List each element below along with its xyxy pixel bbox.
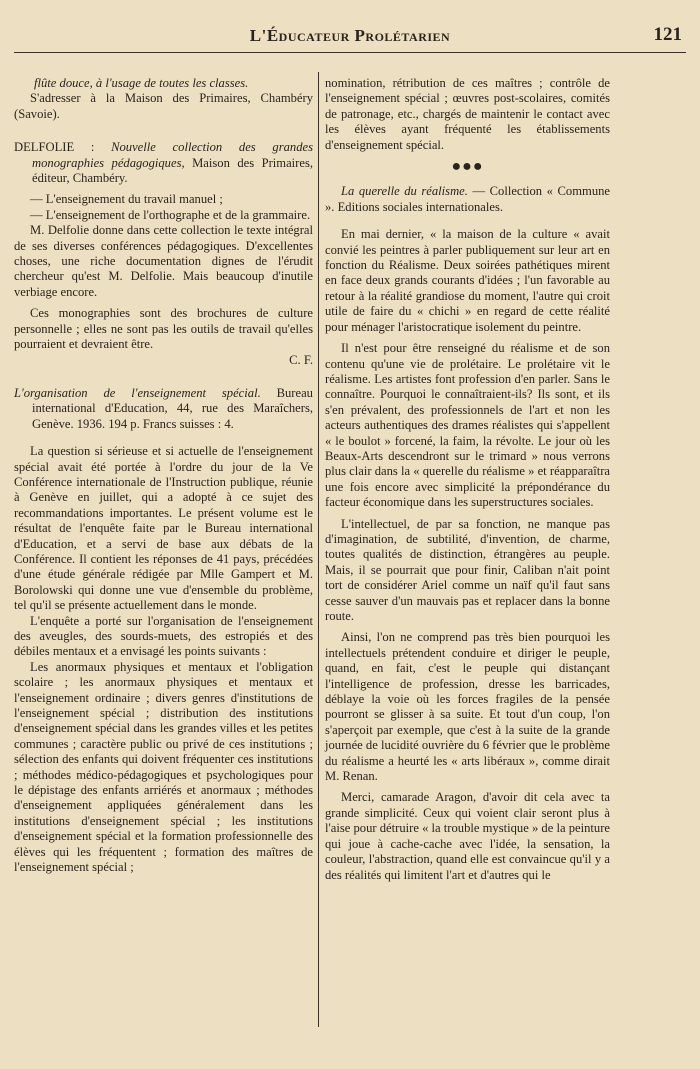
item3-paragraph: La question si sérieuse et si actuelle de l'enseignement spécial avait été portée à l'ordre du jour de la Ve Conférence internationale de l'Instruction publique, réunie à Genève en juillet, qui a adopté à ce sujet des recommandations importantes. Le présent volume est le résultat de l'enquête faite par le Bureau international d'Education, et a servi de base aux débats de la Conférence. Il contient les réponses de 41 pays, précédées d'une étude générale rédigée par Mlle Gampert et M. Borolowski qui donne une vue d'ensemble du problème, tel qu'il se présente actuellement dans le monde. bbox=[14, 444, 313, 613]
review-paragraph: En mai dernier, « la maison de la culture « avait convié les peintres à parler publiquement sur leur art en fonction du Réalisme. Deux soirées pathétiques mirent en face deux grands courants d'idées ; l'un favorable au retour à la réalité grandiose du moment, l'autre qui croit utile de faire du « chichi » en regard de cette réalité pour ménager l'aristocratique isolement du peintre. bbox=[325, 227, 610, 334]
item4-title: La querelle du réalisme. bbox=[341, 184, 468, 199]
item1-address: S'adresser à la Maison des Primaires, Chambéry (Savoie). bbox=[14, 91, 313, 121]
item2-bullet: — L'enseignement de l'orthographe et de la grammaire. bbox=[30, 207, 311, 222]
journal-title: L'Éducateur Prolétarien bbox=[249, 26, 451, 45]
item2-paragraph: M. Delfolie donne dans cette collection le texte intégral de ses diverses conférences pédagogiques. D'excellentes choses, une riche documentation dignes de l'érudit chercheur qu'est M. Delfolie. Mais beaucoup d'inutile verbiage encore. bbox=[14, 223, 313, 299]
page-number: 121 bbox=[653, 24, 682, 45]
review-paragraph: Ainsi, l'on ne comprend pas très bien pourquoi les intellectuels prétendent conduire et diriger le peuple, quand, en fait, c'est le peuple qui distançant l'intelligence de profession, dresse les barricades, déblaye la voie où les forces fragiles de la pensée pourront se glisser à sa suite. Et tout d'un coup, l'on s'aperçoit par exemple, que c'est à la suite de la grande journée de lucidité ouvrière du 6 février que le problème du réalisme a heurté les « arts libéraux », comme dirait M. Renan. bbox=[325, 630, 610, 784]
item1-title: flûte douce, à l'usage de toutes les classes. bbox=[34, 76, 249, 90]
left-column bbox=[14, 76, 313, 876]
section-ornament: ●●● bbox=[451, 158, 484, 176]
item3-heading bbox=[14, 386, 313, 432]
review-paragraph: Il n'est pour être renseigné du réalisme et de son contenu qu'une vie de prolétaire. Le prolétaire vit le réalisme. Les artistes font profession d'en parler. Sans le connaître. Pourquoi le connaîtraient-ils? Ils sont, et ils s'en prévalent, des professionnels de l'art et non les acteurs authentiques des drames réalistes qui s'appellent « le boulot » forcené, la faim, la révolte. Le jour où les Beaux-Arts descendront sur le trimard » nous verrons plus clair dans la « querelle du réalisme » et réapparaîtra une fois encore avec simplicité la prépondérance du facteur économique dans les superstructures sociales. bbox=[325, 341, 610, 510]
item2-author: DELFOLIE : bbox=[14, 140, 95, 155]
item2-publisher: Maison des Primaires, éditeur, Chambéry. bbox=[32, 155, 313, 186]
item3-publisher: Bureau international d'Education, 44, rue des Maraîchers, Genève. 1936. 194 p. Francs suisses : 4. bbox=[32, 385, 313, 431]
item4-publisher: — Collection « Commune ». Editions sociales internationales. bbox=[325, 184, 611, 214]
page-header bbox=[14, 22, 686, 53]
item2-heading bbox=[14, 140, 313, 186]
item2-title: Nouvelle collection des grandes monographies pédagogiques, bbox=[32, 140, 314, 170]
continued-paragraph: nomination, rétribution de ces maîtres ; contrôle de l'enseignement spécial ; œuvres post-scolaires, comités de patronage, etc., chargés de maintenir le contact avec les élèves ayant fréquenté les établissements d'enseignement spécial. bbox=[325, 76, 610, 152]
right-column bbox=[325, 76, 610, 883]
review-paragraph: Merci, camarade Aragon, d'avoir dit cela avec ta grande simplicité. Ceux qui voient clair seront plus à l'aise pour détruire « la trouble mystique » de la peinture qui joue à cache-cache avec l'idée, la sensation, la couleur, l'abstraction, quand elle est convaincue qu'il y a des réalités qui limitent l'art et d'autres qui le bbox=[325, 790, 610, 882]
item3-paragraph: Les anormaux physiques et mentaux et l'obligation scolaire ; les anormaux physiques et mentaux et l'enseignement ordinaire ; divers genres d'institutions de l'enseignement spécial ; distribution des institutions d'enseignement spécial dans les grandes villes et les petites communes ; caractère public ou privé de ces institutions ; sélection des enfants qui doivent fréquenter ces institutions ; méthodes médico-pédagogiques et psychologiques pour le dépistage des enfants arriérés et anormaux ; méthodes d'enseignement appliquées généralement dans les institutions d'enseignement spécial ; les institutions d'enseignement spécial et la formation professionnelle des élèves qui les fréquentent ; formation des maîtres de l'enseignement spécial ; bbox=[14, 659, 313, 875]
column-divider bbox=[318, 72, 319, 1027]
item3-title: L'organisation de l'enseignement spécial. bbox=[14, 385, 261, 400]
item2-signature: C. F. bbox=[289, 352, 313, 367]
item2-paragraph: Ces monographies sont des brochures de culture personnelle ; elles ne sont pas les outils de travail qu'elles pourraient et devraient être. bbox=[14, 306, 313, 352]
item4-heading bbox=[325, 184, 610, 215]
item2-bullet: — L'enseignement du travail manuel ; bbox=[30, 192, 223, 207]
item3-paragraph: L'enquête a porté sur l'organisation de l'enseignement des aveugles, des sourds-muets, des estropiés et des débiles mentaux et a envisagé les points suivants : bbox=[14, 613, 313, 659]
review-paragraph: L'intellectuel, de par sa fonction, ne manque pas d'imagination, de subtilité, d'invention, de charme, toutes qualités de distinction, étrangères au peuple. Mais, il se pourrait que pour finir, Caliban n'ait point tort de considérer Ariel comme un naïf qu'il faut sans cesse sauver d'un mauvais pas et replacer dans la bonne route. bbox=[325, 516, 610, 623]
